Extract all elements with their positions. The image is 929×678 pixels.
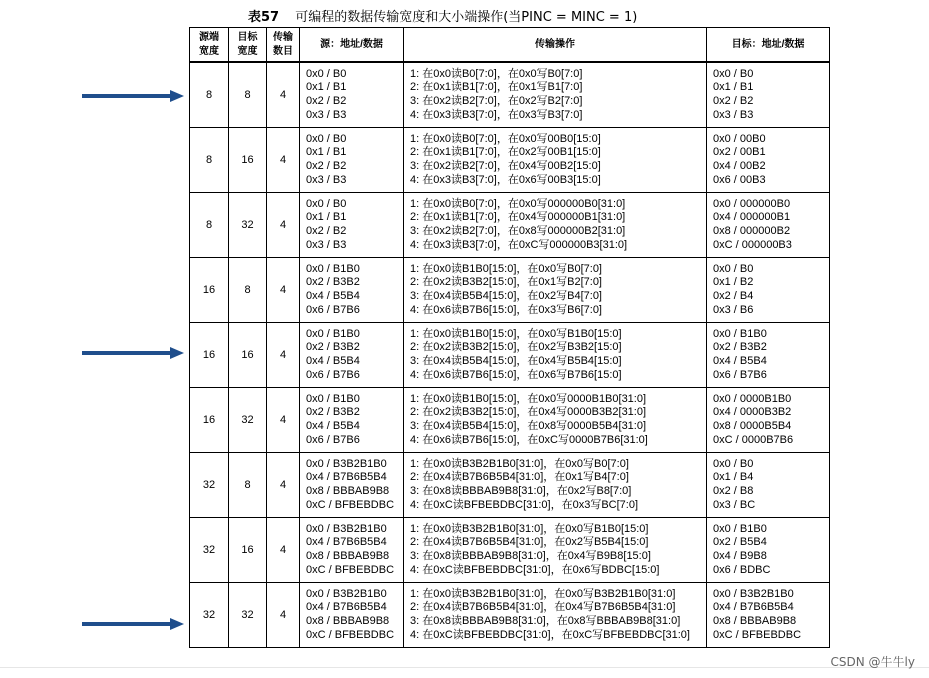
ops-line: 3: 在0x8读BBBAB9B8[31:0]，在0x8写BBBAB9B8[31:0]: [410, 615, 681, 627]
ops-line: 1: 在0x0读B1B0[15:0]，在0x0写0000B1B0[31:0]: [410, 392, 647, 405]
header-dst-width-line1: 目标: [237, 31, 258, 43]
ops-line: 4: 在0xC读BFBEBDBC[31:0]，在0x6写BDBC[15:0]: [410, 563, 660, 576]
table-row: [190, 62, 830, 128]
count-cell: 4: [267, 323, 300, 388]
ops-line: 1: 在0x0读B1B0[15:0]，在0x0写B1B0[15:0]: [410, 327, 622, 340]
target-line: 0x2 / B2: [713, 95, 754, 107]
target-line: 0xC / 000000B3: [713, 238, 792, 251]
source-cell: [300, 583, 404, 648]
dst-width-cell: 8: [229, 453, 267, 518]
source-line: 0x2 / B2: [306, 225, 347, 237]
ops-line: 4: 在0x3读B3[7:0]，在0x3写B3[7:0]: [410, 108, 583, 121]
ops-line: 1: 在0x0读B0[7:0]，在0x0写B0[7:0]: [410, 67, 583, 80]
ops-line: 1: 在0x0读B3B2B1B0[31:0]，在0x0写B3B2B1B0[31:0]: [410, 587, 676, 600]
count-cell: 4: [267, 193, 300, 258]
ops-line: 4: 在0xC读BFBEBDBC[31:0]，在0x3写BC[7:0]: [410, 498, 639, 511]
header-src-width-line2: 宽度: [199, 45, 219, 57]
src-width-cell: 8: [190, 62, 229, 128]
target-cell: [707, 62, 830, 128]
ops-cell: [404, 62, 707, 128]
ops-line: 3: 在0x2读B2[7:0]，在0x2写B2[7:0]: [410, 95, 583, 107]
target-line: 0x0 / B0: [713, 457, 754, 470]
ops-line: 2: 在0x4读B7B6B5B4[31:0]，在0x4写B7B6B5B4[31:0]: [410, 601, 676, 614]
ops-line: 3: 在0x2读B2[7:0]，在0x4写00B2[15:0]: [410, 160, 601, 172]
target-line: 0x3 / BC: [713, 498, 756, 511]
ops-line: 3: 在0x8读BBBAB9B8[31:0]，在0x4写B9B8[15:0]: [410, 550, 651, 562]
ops-line: 2: 在0x1读B1[7:0]，在0x4写000000B1[31:0]: [410, 211, 626, 224]
src-width-cell: 8: [190, 128, 229, 193]
target-line: 0x0 / 000000B0: [713, 197, 791, 210]
source-cell: [300, 193, 404, 258]
header-src-width: [190, 28, 229, 63]
target-cell: [707, 193, 830, 258]
row-marker-arrow-icon: [82, 618, 186, 630]
target-line: 0x4 / B7B6B5B4: [713, 601, 794, 614]
target-line: 0x2 / B4: [713, 290, 754, 302]
table-row: [190, 128, 830, 193]
target-cell: [707, 128, 830, 193]
target-line: 0x6 / BDBC: [713, 563, 771, 576]
header-count: [267, 28, 300, 63]
target-cell: [707, 388, 830, 453]
source-line: 0x4 / B5B4: [306, 420, 360, 432]
source-line: 0xC / BFBEBDBC: [306, 628, 395, 641]
source-cell: [300, 453, 404, 518]
target-line: 0x4 / 000000B1: [713, 211, 791, 224]
target-line: 0x0 / 0000B1B0: [713, 392, 792, 405]
target-line: 0x0 / B3B2B1B0: [713, 587, 794, 600]
src-width-cell: 32: [190, 518, 229, 583]
source-line: 0x8 / BBBAB9B8: [306, 485, 390, 497]
source-line: 0x2 / B3B2: [306, 406, 360, 419]
ops-cell: [404, 258, 707, 323]
ops-line: 3: 在0x2读B2[7:0]，在0x8写000000B2[31:0]: [410, 225, 626, 237]
source-line: 0x3 / B3: [306, 173, 347, 186]
target-line: 0x6 / 00B3: [713, 173, 766, 186]
source-cell: [300, 518, 404, 583]
target-line: 0x4 / B5B4: [713, 355, 767, 367]
dst-width-cell: 8: [229, 258, 267, 323]
row-marker-arrow-icon: [82, 347, 186, 359]
table-row: [190, 583, 830, 648]
ops-line: 4: 在0x6读B7B6[15:0]，在0x3写B6[7:0]: [410, 303, 602, 316]
source-line: 0x0 / B0: [306, 197, 347, 210]
source-line: 0x0 / B1B0: [306, 327, 360, 340]
dst-width-cell: 8: [229, 62, 267, 128]
target-cell: [707, 323, 830, 388]
ops-line: 3: 在0x4读B5B4[15:0]，在0x2写B4[7:0]: [410, 290, 602, 302]
ops-line: 1: 在0x0读B1B0[15:0]，在0x0写B0[7:0]: [410, 262, 602, 275]
source-line: 0x8 / BBBAB9B8: [306, 615, 390, 627]
table-row: [190, 258, 830, 323]
count-cell: 4: [267, 62, 300, 128]
source-line: 0x4 / B5B4: [306, 355, 360, 367]
target-line: 0x1 / B2: [713, 276, 754, 289]
source-line: 0x0 / B0: [306, 132, 347, 145]
ops-line: 4: 在0xC读BFBEBDBC[31:0]，在0xC写BFBEBDBC[31:0]: [410, 628, 690, 641]
header-dst-width-line2: 宽度: [237, 45, 258, 57]
header-src-width-line1: 源端: [199, 31, 219, 43]
ops-line: 3: 在0x8读BBBAB9B8[31:0]，在0x2写B8[7:0]: [410, 485, 632, 497]
source-line: 0x1 / B1: [306, 81, 347, 94]
src-width-cell: 8: [190, 193, 229, 258]
source-line: 0x0 / B3B2B1B0: [306, 457, 387, 470]
target-line: 0x0 / 00B0: [713, 132, 766, 145]
count-cell: 4: [267, 518, 300, 583]
target-cell: [707, 258, 830, 323]
source-line: 0x6 / B7B6: [306, 303, 360, 316]
target-line: 0x1 / B4: [713, 471, 754, 484]
ops-line: 2: 在0x2读B3B2[15:0]，在0x4写0000B3B2[31:0]: [410, 406, 647, 419]
target-line: 0x8 / 000000B2: [713, 225, 791, 237]
source-line: 0x2 / B3B2: [306, 341, 360, 354]
count-cell: 4: [267, 128, 300, 193]
csdn-watermark: CSDN @牛牛ly: [830, 655, 915, 669]
ops-line: 4: 在0x6读B7B6[15:0]，在0xC写0000B7B6[31:0]: [410, 433, 648, 446]
source-line: 0x3 / B3: [306, 238, 347, 251]
ops-line: 2: 在0x4读B7B6B5B4[31:0]，在0x1写B4[7:0]: [410, 471, 629, 484]
header-count-line2: 数目: [273, 45, 293, 57]
ops-line: 1: 在0x0读B0[7:0]，在0x0写00B0[15:0]: [410, 132, 601, 145]
header-count-line1: 传输: [273, 31, 293, 43]
ops-cell: [404, 518, 707, 583]
ops-line: 2: 在0x2读B3B2[15:0]，在0x1写B2[7:0]: [410, 276, 602, 289]
target-line: 0x0 / B1B0: [713, 327, 767, 340]
target-line: 0x6 / B7B6: [713, 368, 767, 381]
dst-width-cell: 32: [229, 193, 267, 258]
src-width-cell: 32: [190, 583, 229, 648]
ops-line: 3: 在0x4读B5B4[15:0]，在0x4写B5B4[15:0]: [410, 355, 622, 367]
ops-line: 2: 在0x4读B7B6B5B4[31:0]，在0x2写B5B4[15:0]: [410, 536, 649, 549]
count-cell: 4: [267, 583, 300, 648]
source-line: 0xC / BFBEBDBC: [306, 563, 395, 576]
target-line: 0x1 / B1: [713, 81, 754, 94]
header-row: [190, 28, 830, 63]
ops-line: 1: 在0x0读B0[7:0]，在0x0写000000B0[31:0]: [410, 197, 626, 210]
source-line: 0x4 / B5B4: [306, 290, 360, 302]
target-line: 0x2 / 00B1: [713, 146, 766, 159]
source-cell: [300, 388, 404, 453]
target-line: 0x0 / B0: [713, 262, 754, 275]
source-line: 0x3 / B3: [306, 108, 347, 121]
count-cell: 4: [267, 388, 300, 453]
source-line: 0x4 / B7B6B5B4: [306, 471, 387, 484]
count-cell: 4: [267, 258, 300, 323]
ops-cell: [404, 388, 707, 453]
target-line: 0x2 / B5B4: [713, 536, 767, 549]
source-line: 0x0 / B3B2B1B0: [306, 587, 387, 600]
table-caption: 可编程的数据传输宽度和大小端操作(当PINC = MINC = 1): [295, 10, 638, 25]
source-cell: [300, 323, 404, 388]
dst-width-cell: 32: [229, 388, 267, 453]
source-line: 0x0 / B3B2B1B0: [306, 522, 387, 535]
table-row: [190, 193, 830, 258]
header-dst-width: [229, 28, 267, 63]
dst-width-cell: 16: [229, 128, 267, 193]
source-cell: [300, 128, 404, 193]
target-line: 0x0 / B1B0: [713, 522, 767, 535]
table-number: 表57: [248, 10, 280, 25]
target-cell: [707, 453, 830, 518]
ops-line: 2: 在0x2读B3B2[15:0]，在0x2写B3B2[15:0]: [410, 341, 622, 354]
source-line: 0x1 / B1: [306, 211, 347, 224]
target-line: 0x3 / B6: [713, 303, 754, 316]
dst-width-cell: 16: [229, 323, 267, 388]
source-line: 0x1 / B1: [306, 146, 347, 159]
ops-cell: [404, 453, 707, 518]
table-title: [248, 6, 637, 25]
src-width-cell: 16: [190, 388, 229, 453]
target-line: 0x8 / 0000B5B4: [713, 420, 792, 432]
ops-line: 1: 在0x0读B3B2B1B0[31:0]，在0x0写B0[7:0]: [410, 457, 629, 470]
row-marker-arrow-icon: [82, 90, 186, 102]
table-row: [190, 518, 830, 583]
ops-cell: [404, 323, 707, 388]
dst-width-cell: 32: [229, 583, 267, 648]
ops-line: 1: 在0x0读B3B2B1B0[31:0]，在0x0写B1B0[15:0]: [410, 522, 649, 535]
source-line: 0x6 / B7B6: [306, 433, 360, 446]
target-line: 0x2 / B3B2: [713, 341, 767, 354]
target-line: 0x4 / 00B2: [713, 160, 766, 172]
ops-line: 4: 在0x3读B3[7:0]，在0x6写00B3[15:0]: [410, 173, 601, 186]
transfer-table: [189, 27, 830, 648]
ops-line: 2: 在0x1读B1[7:0]，在0x1写B1[7:0]: [410, 81, 583, 94]
source-line: 0x6 / B7B6: [306, 368, 360, 381]
src-width-cell: 16: [190, 258, 229, 323]
ops-cell: [404, 583, 707, 648]
source-cell: [300, 62, 404, 128]
src-width-cell: 16: [190, 323, 229, 388]
src-width-cell: 32: [190, 453, 229, 518]
source-line: 0x2 / B3B2: [306, 276, 360, 289]
target-cell: [707, 518, 830, 583]
source-line: 0x4 / B7B6B5B4: [306, 536, 387, 549]
dst-width-cell: 16: [229, 518, 267, 583]
source-line: 0x0 / B1B0: [306, 262, 360, 275]
source-line: 0x8 / BBBAB9B8: [306, 550, 390, 562]
source-line: 0x0 / B0: [306, 67, 347, 80]
ops-line: 3: 在0x4读B5B4[15:0]，在0x8写0000B5B4[31:0]: [410, 420, 647, 432]
table-row: [190, 323, 830, 388]
count-cell: 4: [267, 453, 300, 518]
target-line: 0x3 / B3: [713, 108, 754, 121]
source-line: 0x4 / B7B6B5B4: [306, 601, 387, 614]
header-source: 源：地址/数据: [300, 28, 404, 63]
target-line: 0x0 / B0: [713, 67, 754, 80]
ops-line: 2: 在0x1读B1[7:0]，在0x2写00B1[15:0]: [410, 146, 601, 159]
footer-divider: [0, 667, 929, 668]
ops-line: 4: 在0x6读B7B6[15:0]，在0x6写B7B6[15:0]: [410, 368, 622, 381]
source-line: 0x2 / B2: [306, 95, 347, 107]
target-line: 0xC / 0000B7B6: [713, 433, 794, 446]
ops-cell: [404, 128, 707, 193]
header-target: 目标：地址/数据: [707, 28, 830, 63]
source-line: 0x2 / B2: [306, 160, 347, 172]
target-line: 0x8 / BBBAB9B8: [713, 615, 797, 627]
header-ops: 传输操作: [404, 28, 707, 63]
ops-cell: [404, 193, 707, 258]
source-cell: [300, 258, 404, 323]
ops-line: 4: 在0x3读B3[7:0]，在0xC写000000B3[31:0]: [410, 238, 628, 251]
target-line: 0x4 / 0000B3B2: [713, 406, 792, 419]
target-line: 0xC / BFBEBDBC: [713, 628, 802, 641]
source-line: 0x0 / B1B0: [306, 392, 360, 405]
target-line: 0x4 / B9B8: [713, 550, 767, 562]
target-line: 0x2 / B8: [713, 485, 754, 497]
source-line: 0xC / BFBEBDBC: [306, 498, 395, 511]
table-row: [190, 388, 830, 453]
table-row: [190, 453, 830, 518]
target-cell: [707, 583, 830, 648]
